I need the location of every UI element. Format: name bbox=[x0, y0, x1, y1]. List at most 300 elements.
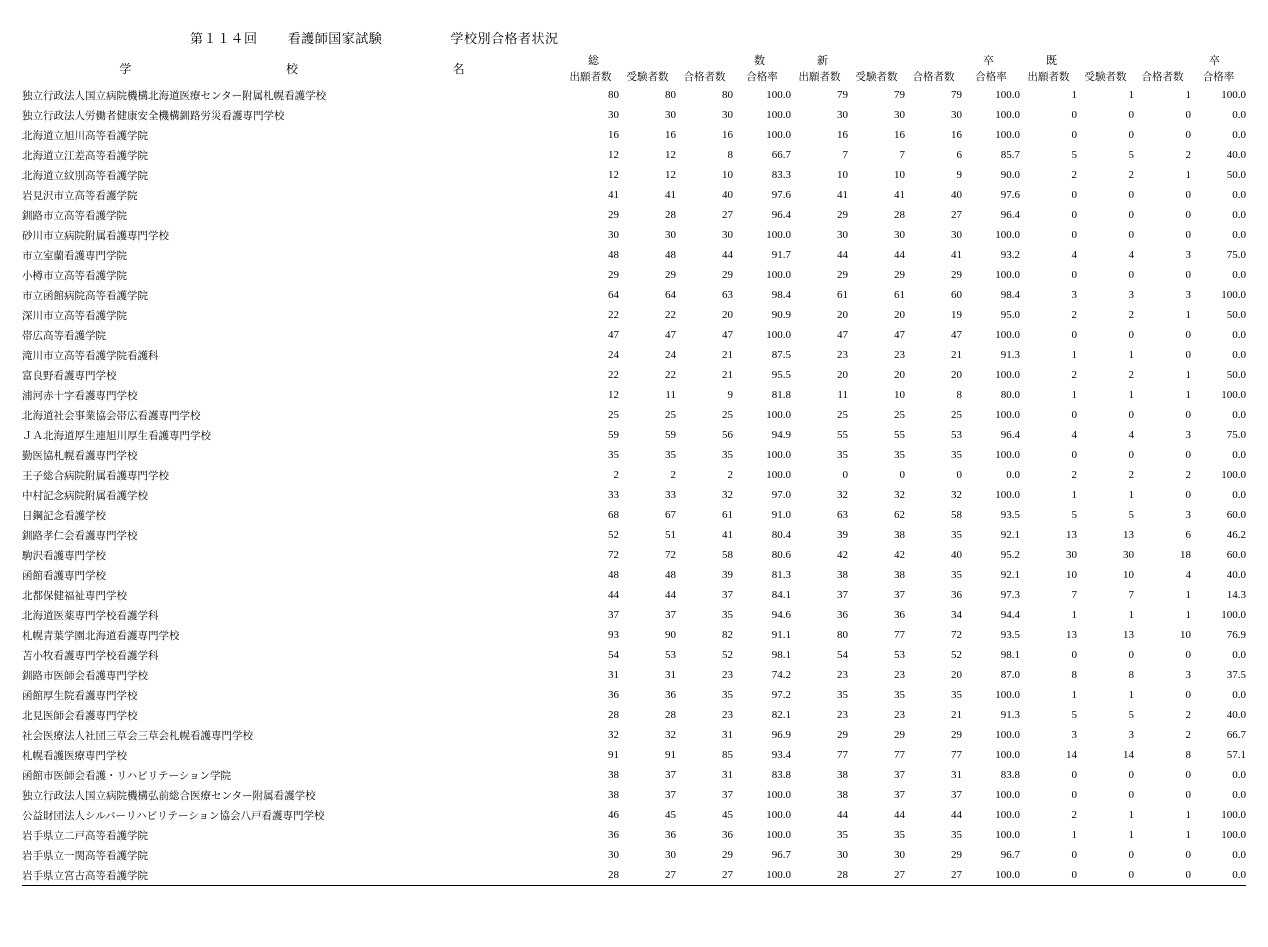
total-passers-cell: 29 bbox=[722, 849, 733, 861]
new-applicants-cell: 79 bbox=[837, 89, 848, 101]
table-row bbox=[22, 325, 1246, 345]
former-rate-cell: 0.0 bbox=[1232, 849, 1246, 861]
former-applicants-cell: 1 bbox=[1071, 829, 1077, 841]
total-examinees-cell: 33 bbox=[665, 489, 676, 501]
former-examinees-cell: 3 bbox=[1128, 729, 1134, 741]
school-name-cell: 釧路市立高等看護学院 bbox=[22, 209, 127, 222]
total-rate-cell: 100.0 bbox=[766, 89, 791, 101]
total-applicants-cell: 48 bbox=[608, 569, 619, 581]
former-passers-cell: 0 bbox=[1185, 189, 1191, 201]
former-rate-cell: 40.0 bbox=[1226, 709, 1246, 721]
former-examinees-cell: 0 bbox=[1128, 789, 1134, 801]
total-passers-cell: 29 bbox=[722, 269, 733, 281]
new-applicants-cell: 42 bbox=[837, 549, 848, 561]
new-examinees-cell: 35 bbox=[894, 689, 905, 701]
new-passers-cell: 36 bbox=[951, 589, 962, 601]
subheader-new-rate: 合格率 bbox=[975, 70, 1007, 83]
school-name-cell: 北海道立旭川高等看護学院 bbox=[22, 129, 148, 142]
total-examinees-cell: 44 bbox=[665, 589, 676, 601]
former-passers-cell: 0 bbox=[1185, 849, 1191, 861]
former-passers-cell: 0 bbox=[1185, 449, 1191, 461]
former-applicants-cell: 0 bbox=[1071, 189, 1077, 201]
new-applicants-cell: 38 bbox=[837, 769, 848, 781]
former-examinees-cell: 1 bbox=[1128, 489, 1134, 501]
new-examinees-cell: 35 bbox=[894, 829, 905, 841]
new-passers-cell: 77 bbox=[951, 749, 962, 761]
former-rate-cell: 100.0 bbox=[1221, 89, 1246, 101]
subheader-new-passers: 合格者数 bbox=[912, 70, 955, 83]
former-rate-cell: 0.0 bbox=[1232, 769, 1246, 781]
total-applicants-cell: 47 bbox=[608, 329, 619, 341]
former-rate-cell: 60.0 bbox=[1226, 549, 1246, 561]
former-examinees-cell: 2 bbox=[1128, 169, 1134, 181]
former-applicants-cell: 0 bbox=[1071, 449, 1077, 461]
table-row bbox=[22, 665, 1246, 685]
former-examinees-cell: 1 bbox=[1128, 349, 1134, 361]
new-rate-cell: 98.4 bbox=[1000, 289, 1020, 301]
former-rate-cell: 0.0 bbox=[1232, 349, 1246, 361]
former-passers-cell: 4 bbox=[1185, 569, 1191, 581]
subheader-former-applicants: 出願者数 bbox=[1027, 70, 1070, 83]
total-applicants-cell: 48 bbox=[608, 249, 619, 261]
new-examinees-cell: 10 bbox=[894, 169, 905, 181]
school-name-cell: 札幌青葉学園北海道看護専門学校 bbox=[22, 629, 180, 642]
total-rate-cell: 100.0 bbox=[766, 809, 791, 821]
total-applicants-cell: 52 bbox=[608, 529, 619, 541]
total-applicants-cell: 64 bbox=[608, 289, 619, 301]
table-row bbox=[22, 725, 1246, 745]
total-rate-cell: 97.0 bbox=[771, 489, 791, 501]
school-name-cell: 浦河赤十字看護専門学校 bbox=[22, 389, 138, 402]
total-examinees-cell: 90 bbox=[665, 629, 676, 641]
table-row bbox=[22, 505, 1246, 525]
school-name-cell: 函館厚生院看護専門学校 bbox=[22, 689, 138, 702]
new-rate-cell: 96.4 bbox=[1000, 429, 1020, 441]
new-rate-cell: 100.0 bbox=[995, 229, 1020, 241]
new-applicants-cell: 63 bbox=[837, 509, 848, 521]
total-examinees-cell: 25 bbox=[665, 409, 676, 421]
total-applicants-cell: 37 bbox=[608, 609, 619, 621]
group-former-left: 既 bbox=[1046, 55, 1057, 67]
total-passers-cell: 63 bbox=[722, 289, 733, 301]
new-passers-cell: 30 bbox=[951, 109, 962, 121]
total-applicants-cell: 93 bbox=[608, 629, 619, 641]
total-passers-cell: 9 bbox=[727, 389, 733, 401]
new-applicants-cell: 80 bbox=[837, 629, 848, 641]
total-applicants-cell: 30 bbox=[608, 109, 619, 121]
former-applicants-cell: 1 bbox=[1071, 489, 1077, 501]
total-applicants-cell: 44 bbox=[608, 589, 619, 601]
new-passers-cell: 20 bbox=[951, 369, 962, 381]
total-passers-cell: 31 bbox=[722, 769, 733, 781]
former-rate-cell: 76.9 bbox=[1226, 629, 1246, 641]
former-examinees-cell: 5 bbox=[1128, 149, 1134, 161]
former-applicants-cell: 0 bbox=[1071, 109, 1077, 121]
former-passers-cell: 2 bbox=[1185, 709, 1191, 721]
new-examinees-cell: 23 bbox=[894, 709, 905, 721]
total-rate-cell: 100.0 bbox=[766, 829, 791, 841]
total-rate-cell: 96.9 bbox=[771, 729, 791, 741]
total-rate-cell: 100.0 bbox=[766, 109, 791, 121]
school-name-cell: 独立行政法人国立病院機構弘前総合医療センター附属看護学校 bbox=[22, 789, 316, 802]
new-rate-cell: 100.0 bbox=[995, 409, 1020, 421]
new-passers-cell: 8 bbox=[956, 389, 962, 401]
school-name-cell: 独立行政法人国立病院機構北海道医療センター附属札幌看護学校 bbox=[22, 89, 327, 102]
total-passers-cell: 39 bbox=[722, 569, 733, 581]
former-applicants-cell: 2 bbox=[1071, 469, 1077, 481]
former-applicants-cell: 5 bbox=[1071, 149, 1077, 161]
new-applicants-cell: 44 bbox=[837, 809, 848, 821]
new-passers-cell: 29 bbox=[951, 849, 962, 861]
new-rate-cell: 100.0 bbox=[995, 829, 1020, 841]
table-row bbox=[22, 105, 1246, 125]
total-applicants-cell: 38 bbox=[608, 789, 619, 801]
former-passers-cell: 0 bbox=[1185, 689, 1191, 701]
new-passers-cell: 29 bbox=[951, 269, 962, 281]
total-passers-cell: 36 bbox=[722, 829, 733, 841]
former-examinees-cell: 8 bbox=[1128, 669, 1134, 681]
total-passers-cell: 82 bbox=[722, 629, 733, 641]
total-rate-cell: 100.0 bbox=[766, 129, 791, 141]
total-applicants-cell: 25 bbox=[608, 409, 619, 421]
former-applicants-cell: 0 bbox=[1071, 649, 1077, 661]
former-passers-cell: 0 bbox=[1185, 269, 1191, 281]
table-row bbox=[22, 385, 1246, 405]
former-passers-cell: 0 bbox=[1185, 489, 1191, 501]
former-examinees-cell: 5 bbox=[1128, 509, 1134, 521]
former-examinees-cell: 5 bbox=[1128, 709, 1134, 721]
former-rate-cell: 0.0 bbox=[1232, 229, 1246, 241]
school-name-cell: 市立室蘭看護専門学院 bbox=[22, 249, 127, 262]
group-header-total bbox=[562, 52, 791, 68]
school-name-cell: 深川市立高等看護学院 bbox=[22, 309, 127, 322]
new-applicants-cell: 44 bbox=[837, 249, 848, 261]
new-examinees-cell: 62 bbox=[894, 509, 905, 521]
new-passers-cell: 9 bbox=[956, 169, 962, 181]
total-rate-cell: 94.6 bbox=[771, 609, 791, 621]
table-row bbox=[22, 405, 1246, 425]
former-applicants-cell: 0 bbox=[1071, 209, 1077, 221]
former-passers-cell: 1 bbox=[1185, 809, 1191, 821]
new-rate-cell: 83.8 bbox=[1000, 769, 1020, 781]
total-examinees-cell: 11 bbox=[665, 389, 676, 401]
total-applicants-cell: 35 bbox=[608, 449, 619, 461]
school-name-cell: ＪＡ北海道厚生連旭川厚生看護専門学校 bbox=[22, 429, 211, 442]
former-passers-cell: 1 bbox=[1185, 89, 1191, 101]
total-passers-cell: 80 bbox=[722, 89, 733, 101]
total-rate-cell: 91.7 bbox=[771, 249, 791, 261]
subheader-total-passers: 合格者数 bbox=[683, 70, 726, 83]
total-applicants-cell: 59 bbox=[608, 429, 619, 441]
total-passers-cell: 35 bbox=[722, 449, 733, 461]
former-examinees-cell: 0 bbox=[1128, 869, 1134, 881]
former-passers-cell: 0 bbox=[1185, 109, 1191, 121]
former-applicants-cell: 5 bbox=[1071, 709, 1077, 721]
total-applicants-cell: 68 bbox=[608, 509, 619, 521]
group-header-new bbox=[791, 52, 1020, 68]
group-new-left: 新 bbox=[817, 55, 828, 67]
former-passers-cell: 1 bbox=[1185, 389, 1191, 401]
total-passers-cell: 31 bbox=[722, 729, 733, 741]
total-applicants-cell: 22 bbox=[608, 309, 619, 321]
total-applicants-cell: 38 bbox=[608, 769, 619, 781]
school-name-cell: 北海道社会事業協会帯広看護専門学校 bbox=[22, 409, 201, 422]
total-rate-cell: 84.1 bbox=[771, 589, 791, 601]
total-rate-cell: 100.0 bbox=[766, 269, 791, 281]
total-passers-cell: 85 bbox=[722, 749, 733, 761]
new-examinees-cell: 32 bbox=[894, 489, 905, 501]
former-rate-cell: 37.5 bbox=[1226, 669, 1246, 681]
total-rate-cell: 100.0 bbox=[766, 449, 791, 461]
new-passers-cell: 21 bbox=[951, 709, 962, 721]
former-rate-cell: 50.0 bbox=[1226, 169, 1246, 181]
former-applicants-cell: 1 bbox=[1071, 689, 1077, 701]
new-rate-cell: 95.2 bbox=[1000, 549, 1020, 561]
former-passers-cell: 0 bbox=[1185, 329, 1191, 341]
total-applicants-cell: 29 bbox=[608, 269, 619, 281]
new-examinees-cell: 29 bbox=[894, 269, 905, 281]
total-applicants-cell: 22 bbox=[608, 369, 619, 381]
new-applicants-cell: 30 bbox=[837, 109, 848, 121]
total-examinees-cell: 22 bbox=[665, 369, 676, 381]
total-passers-cell: 32 bbox=[722, 489, 733, 501]
new-applicants-cell: 20 bbox=[837, 369, 848, 381]
former-examinees-cell: 13 bbox=[1123, 629, 1134, 641]
total-rate-cell: 90.9 bbox=[771, 309, 791, 321]
table-row bbox=[22, 545, 1246, 565]
former-applicants-cell: 1 bbox=[1071, 609, 1077, 621]
former-passers-cell: 0 bbox=[1185, 349, 1191, 361]
new-examinees-cell: 44 bbox=[894, 249, 905, 261]
table-row bbox=[22, 285, 1246, 305]
new-passers-cell: 60 bbox=[951, 289, 962, 301]
total-examinees-cell: 24 bbox=[665, 349, 676, 361]
total-applicants-cell: 28 bbox=[608, 709, 619, 721]
new-rate-cell: 93.2 bbox=[1000, 249, 1020, 261]
new-passers-cell: 72 bbox=[951, 629, 962, 641]
new-passers-cell: 32 bbox=[951, 489, 962, 501]
total-applicants-cell: 28 bbox=[608, 869, 619, 881]
new-examinees-cell: 36 bbox=[894, 609, 905, 621]
former-passers-cell: 0 bbox=[1185, 129, 1191, 141]
school-name-cell: 中村記念病院附属看護学校 bbox=[22, 489, 148, 502]
former-applicants-cell: 0 bbox=[1071, 269, 1077, 281]
school-header-char-2: 校 bbox=[285, 61, 298, 76]
new-applicants-cell: 20 bbox=[837, 309, 848, 321]
total-applicants-cell: 36 bbox=[608, 829, 619, 841]
total-applicants-cell: 30 bbox=[608, 229, 619, 241]
total-applicants-cell: 91 bbox=[608, 749, 619, 761]
total-examinees-cell: 67 bbox=[665, 509, 676, 521]
former-passers-cell: 6 bbox=[1185, 529, 1191, 541]
new-passers-cell: 53 bbox=[951, 429, 962, 441]
former-examinees-cell: 1 bbox=[1128, 809, 1134, 821]
group-new-right: 卒 bbox=[983, 55, 994, 67]
new-rate-cell: 0.0 bbox=[1006, 469, 1020, 481]
former-examinees-cell: 2 bbox=[1128, 369, 1134, 381]
former-examinees-cell: 0 bbox=[1128, 329, 1134, 341]
total-examinees-cell: 27 bbox=[665, 869, 676, 881]
total-examinees-cell: 64 bbox=[665, 289, 676, 301]
former-applicants-cell: 13 bbox=[1066, 529, 1077, 541]
total-rate-cell: 91.0 bbox=[771, 509, 791, 521]
table-row bbox=[22, 525, 1246, 545]
total-passers-cell: 35 bbox=[722, 689, 733, 701]
new-examinees-cell: 10 bbox=[894, 389, 905, 401]
former-passers-cell: 1 bbox=[1185, 169, 1191, 181]
total-examinees-cell: 37 bbox=[665, 789, 676, 801]
new-rate-cell: 100.0 bbox=[995, 329, 1020, 341]
former-applicants-cell: 0 bbox=[1071, 129, 1077, 141]
new-applicants-cell: 30 bbox=[837, 849, 848, 861]
new-applicants-cell: 61 bbox=[837, 289, 848, 301]
total-passers-cell: 10 bbox=[722, 169, 733, 181]
new-examinees-cell: 30 bbox=[894, 849, 905, 861]
table-row bbox=[22, 345, 1246, 365]
exam-number: 第１１４回 bbox=[190, 31, 258, 46]
new-passers-cell: 44 bbox=[951, 809, 962, 821]
former-passers-cell: 0 bbox=[1185, 789, 1191, 801]
school-name-cell: 函館看護専門学校 bbox=[22, 569, 106, 582]
former-rate-cell: 57.1 bbox=[1226, 749, 1246, 761]
new-rate-cell: 91.3 bbox=[1000, 709, 1020, 721]
total-examinees-cell: 36 bbox=[665, 829, 676, 841]
former-passers-cell: 3 bbox=[1185, 429, 1191, 441]
total-applicants-cell: 12 bbox=[608, 389, 619, 401]
new-passers-cell: 30 bbox=[951, 229, 962, 241]
new-examinees-cell: 37 bbox=[894, 789, 905, 801]
total-passers-cell: 37 bbox=[722, 789, 733, 801]
new-rate-cell: 100.0 bbox=[995, 749, 1020, 761]
former-applicants-cell: 0 bbox=[1071, 329, 1077, 341]
new-passers-cell: 47 bbox=[951, 329, 962, 341]
table-row bbox=[22, 585, 1246, 605]
total-passers-cell: 21 bbox=[722, 369, 733, 381]
new-passers-cell: 27 bbox=[951, 209, 962, 221]
former-examinees-cell: 0 bbox=[1128, 769, 1134, 781]
new-rate-cell: 94.4 bbox=[1000, 609, 1020, 621]
total-rate-cell: 96.4 bbox=[771, 209, 791, 221]
table-row bbox=[22, 645, 1246, 665]
former-applicants-cell: 30 bbox=[1066, 549, 1077, 561]
school-name-cell: 北見医師会看護専門学校 bbox=[22, 709, 138, 722]
former-examinees-cell: 0 bbox=[1128, 229, 1134, 241]
total-examinees-cell: 47 bbox=[665, 329, 676, 341]
total-applicants-cell: 30 bbox=[608, 849, 619, 861]
former-rate-cell: 100.0 bbox=[1221, 809, 1246, 821]
table-row bbox=[22, 445, 1246, 465]
new-applicants-cell: 30 bbox=[837, 229, 848, 241]
school-name-cell: 小樽市立高等看護学院 bbox=[22, 269, 127, 282]
table-row bbox=[22, 265, 1246, 285]
total-rate-cell: 91.1 bbox=[771, 629, 791, 641]
total-examinees-cell: 2 bbox=[670, 469, 676, 481]
table-row bbox=[22, 765, 1246, 785]
former-examinees-cell: 0 bbox=[1128, 269, 1134, 281]
school-name-cell: 岩手県立一関高等看護学院 bbox=[22, 849, 148, 862]
new-rate-cell: 100.0 bbox=[995, 269, 1020, 281]
former-rate-cell: 0.0 bbox=[1232, 869, 1246, 881]
total-passers-cell: 61 bbox=[722, 509, 733, 521]
new-passers-cell: 35 bbox=[951, 529, 962, 541]
new-examinees-cell: 47 bbox=[894, 329, 905, 341]
total-examinees-cell: 16 bbox=[665, 129, 676, 141]
former-passers-cell: 1 bbox=[1185, 369, 1191, 381]
total-applicants-cell: 32 bbox=[608, 729, 619, 741]
new-passers-cell: 31 bbox=[951, 769, 962, 781]
table-row bbox=[22, 685, 1246, 705]
new-examinees-cell: 30 bbox=[894, 109, 905, 121]
former-examinees-cell: 4 bbox=[1128, 429, 1134, 441]
new-rate-cell: 93.5 bbox=[1000, 509, 1020, 521]
new-rate-cell: 95.0 bbox=[1000, 309, 1020, 321]
former-rate-cell: 0.0 bbox=[1232, 649, 1246, 661]
total-examinees-cell: 37 bbox=[665, 769, 676, 781]
new-applicants-cell: 23 bbox=[837, 709, 848, 721]
new-applicants-cell: 54 bbox=[837, 649, 848, 661]
total-rate-cell: 74.2 bbox=[771, 669, 791, 681]
table-row bbox=[22, 485, 1246, 505]
new-rate-cell: 100.0 bbox=[995, 89, 1020, 101]
former-rate-cell: 50.0 bbox=[1226, 309, 1246, 321]
former-examinees-cell: 0 bbox=[1128, 209, 1134, 221]
total-examinees-cell: 36 bbox=[665, 689, 676, 701]
new-applicants-cell: 39 bbox=[837, 529, 848, 541]
group-total-left: 総 bbox=[588, 55, 599, 67]
school-name-cell: 北海道立江差高等看護学院 bbox=[22, 149, 148, 162]
school-name-cell: 北海道医薬専門学校看護学科 bbox=[22, 609, 159, 622]
total-applicants-cell: 29 bbox=[608, 209, 619, 221]
former-rate-cell: 100.0 bbox=[1221, 829, 1246, 841]
total-applicants-cell: 36 bbox=[608, 689, 619, 701]
school-header-char-1: 学 bbox=[119, 61, 132, 76]
former-rate-cell: 66.7 bbox=[1226, 729, 1246, 741]
new-examinees-cell: 7 bbox=[899, 149, 905, 161]
new-examinees-cell: 20 bbox=[894, 309, 905, 321]
total-applicants-cell: 80 bbox=[608, 89, 619, 101]
table-row bbox=[22, 605, 1246, 625]
new-applicants-cell: 16 bbox=[837, 129, 848, 141]
total-examinees-cell: 12 bbox=[665, 149, 676, 161]
new-passers-cell: 35 bbox=[951, 569, 962, 581]
total-passers-cell: 52 bbox=[722, 649, 733, 661]
former-applicants-cell: 14 bbox=[1066, 749, 1077, 761]
table-row bbox=[22, 185, 1246, 205]
former-applicants-cell: 5 bbox=[1071, 509, 1077, 521]
total-examinees-cell: 48 bbox=[665, 249, 676, 261]
subheader-former-passers: 合格者数 bbox=[1141, 70, 1184, 83]
former-rate-cell: 50.0 bbox=[1226, 369, 1246, 381]
former-rate-cell: 60.0 bbox=[1226, 509, 1246, 521]
school-name-cell: 北都保健福祉専門学校 bbox=[22, 589, 127, 602]
new-examinees-cell: 35 bbox=[894, 449, 905, 461]
new-applicants-cell: 29 bbox=[837, 209, 848, 221]
new-rate-cell: 92.1 bbox=[1000, 569, 1020, 581]
total-rate-cell: 87.5 bbox=[771, 349, 791, 361]
total-examinees-cell: 28 bbox=[665, 209, 676, 221]
new-applicants-cell: 23 bbox=[837, 669, 848, 681]
school-name-cell: 北海道立紋別高等看護学院 bbox=[22, 169, 148, 182]
total-applicants-cell: 46 bbox=[608, 809, 619, 821]
total-passers-cell: 23 bbox=[722, 669, 733, 681]
total-examinees-cell: 51 bbox=[665, 529, 676, 541]
new-examinees-cell: 79 bbox=[894, 89, 905, 101]
total-examinees-cell: 31 bbox=[665, 669, 676, 681]
table-row bbox=[22, 145, 1246, 165]
total-rate-cell: 80.6 bbox=[771, 549, 791, 561]
former-rate-cell: 40.0 bbox=[1226, 149, 1246, 161]
new-applicants-cell: 41 bbox=[837, 189, 848, 201]
